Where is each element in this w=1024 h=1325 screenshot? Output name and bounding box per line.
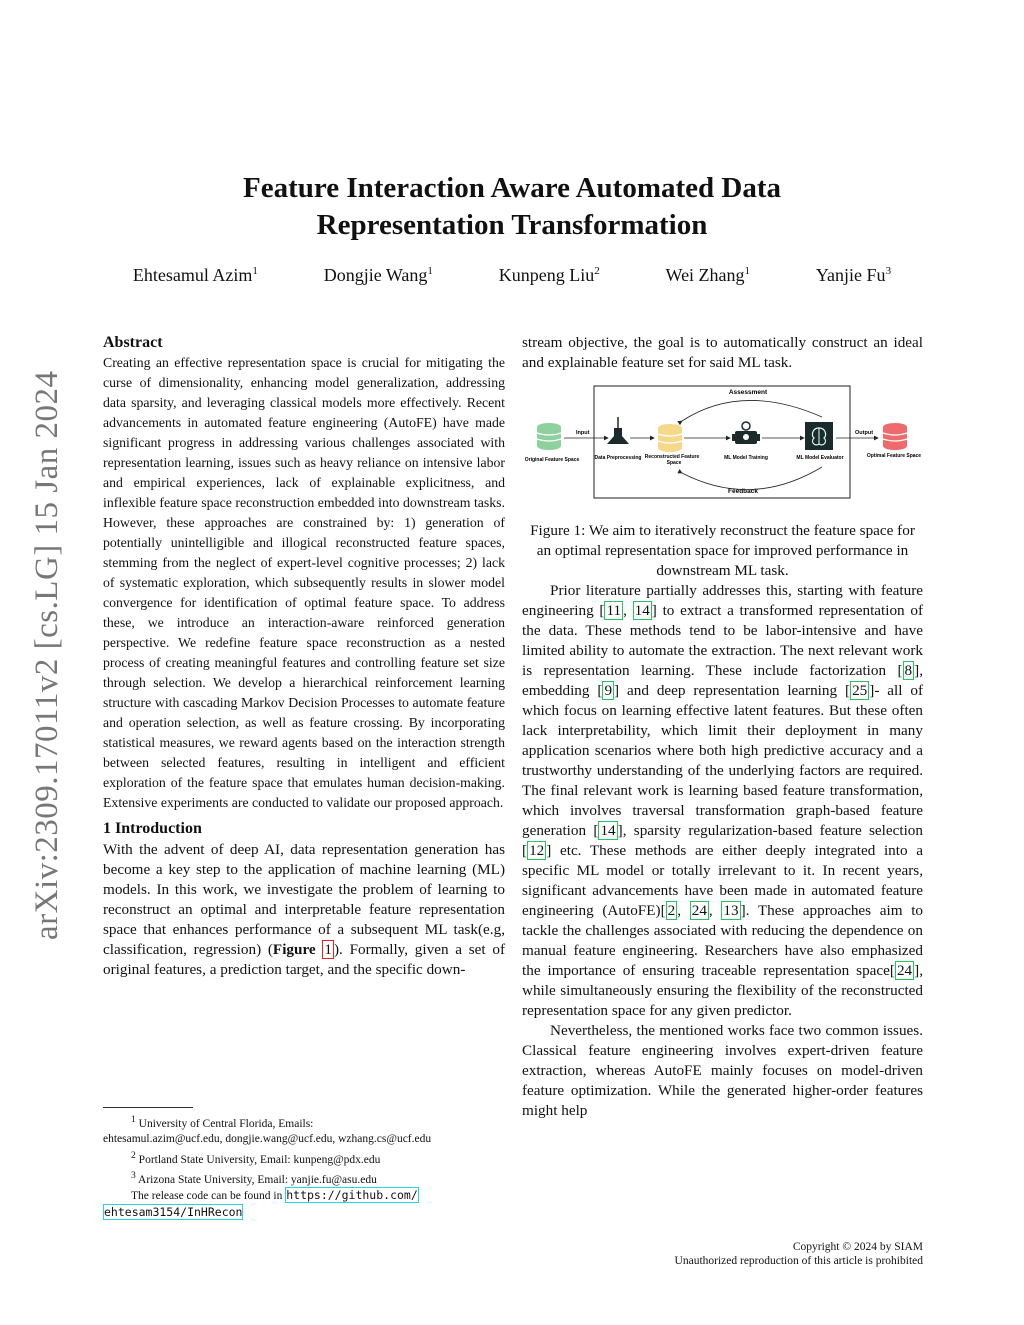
reconstructed-db-icon	[658, 424, 682, 452]
footnote-2: $^2$ Portland State University, Email: kunpeng@pdx.edu	[131, 1149, 381, 1166]
figure-1-link[interactable]: 1	[324, 941, 332, 958]
assessment-label: Assessment	[728, 389, 768, 396]
figure-1-caption: Figure 1: We aim to iteratively reconstruct the feature space for an optimal representation space for improved performance in downstream ML task.	[530, 522, 915, 579]
reconstructed-label-2: Space	[666, 460, 682, 466]
author: Kunpeng Liu$^2$	[498, 265, 600, 285]
training-icon	[732, 422, 760, 444]
funnel-icon	[607, 417, 629, 444]
copyright-notice	[675, 1240, 923, 1268]
footnotes	[103, 1107, 505, 1221]
citation-link[interactable]: 12	[529, 842, 545, 859]
citation-link[interactable]: 13	[723, 902, 739, 919]
original-db-icon	[537, 423, 561, 450]
output-label: Output	[855, 430, 874, 436]
ml-model-evaluator-label: ML Model Evaluator	[796, 455, 844, 461]
data-preprocessing-label: Data Preprocessing	[594, 455, 642, 461]
abstract-heading: Abstract	[103, 334, 163, 351]
author: Yanjie Fu$^3$	[815, 265, 892, 285]
release-code-note: The release code can be found in https://github.com/	[131, 1188, 418, 1203]
citation-link[interactable]: 11	[606, 602, 622, 619]
issues-paragraph: Nevertheless, the mentioned works face two common issues. Classical feature engineering involves expert-driven feature extraction, whereas AutoFE mainly focuses on model-driven feature optimization. While the generated higher-order features might help	[522, 1022, 923, 1119]
assessment-arrow	[682, 400, 822, 421]
related-work-paragraph: Prior literature partially addresses this, starting with feature engineering [ 11 , 14 ] to extract a transformed representation of the data. These methods tend to be labor-intensive and have limited ability to automate the extraction. The next relevant work is representation learning. These include factorization [ 8 ], embedding [ 9 ] and deep representation learning [ 25 ]- all of which focus on learning effective latent features. But these often lack interpretability, which limit their deployment in many application scenarios where both high predictive accuracy and a trustworthy understanding of the underlying factors are required. The final relevant work is learning based feature transformation, which involves traversal transformation graph-based feature generation [ 14 ], sparsity regularization-based feature selection [ 12 ] etc. These methods are either deeply integrated into a specific ML model or totally irrelevant to it. In recent years, significant advancements have been made in automated feature engineering (AutoFE)[ 2 , 24 , 13 ]. These approaches aim to tackle the challenges associated with reducing the dependence on manual feature engineering. Researchers have also emphasized the importance of ensuring traceable representation space[ 24 ], while simultaneously ensuring the flexibility of the reconstructed representation space for any given predictor.	[522, 582, 924, 1019]
paper-title	[100, 170, 924, 244]
left-column	[103, 333, 505, 980]
original-feature-space-label: Original Feature Space	[524, 457, 580, 463]
arxiv-identifier: arXiv:2309.17011v2 [cs.LG] 15 Jan 2024	[29, 370, 65, 940]
figure-1-diagram	[522, 384, 923, 502]
input-label: Input	[576, 430, 590, 436]
github-link[interactable]: https://github.com/	[286, 1188, 418, 1203]
abstract-body: Creating an effective representation space is crucial for mitigating the curse of dimensionality, enhancing model generalization, addressing data sparsity, and leveraging classical models more effectively. Recent advancements in automated feature engineering (AutoFE) have made significant progress in addressing various challenges associated with representation learning, issues such as heavy reliance on intensive labor and empirical experiences, lack of explainable explicitness, and inflexible feature space reconstruction embedded into downstream tasks. However, these approaches are constrained by: 1) generation of potentially unintelligible and illogical reconstructed feature spaces, stemming from the neglect of expert-level cognitive processes; 2) lack of systematic exploration, which subsequently results in slower model convergence for identification of optimal feature space. To address these, we introduce an interaction-aware reinforced generation perspective. We redefine feature space reconstruction as a nested process of creating meaningful features and controlling feature set size through selection. We develop a hierarchical reinforcement learning structure with cascading Markov Decision Processes to automate feature and operation selection, as well as feature crossing. By incorporating statistical measures, we reward agents based on the interaction strength between selected features, resulting in intelligent and efficient exploration of the feature space that emulates human decision-making. Extensive experiments are conducted to validate our proposed approach.	[103, 355, 505, 810]
title-line-2: Representation Transformation	[316, 209, 708, 241]
github-link-cont[interactable]: ehtesam3154/InHRecon	[104, 1204, 243, 1219]
intro-paragraph: With the advent of deep AI, data representation generation has become a key step to the application of machine learning (ML) models. In this work, we investigate the problem of learning to reconstruct an optimal and interpretable feature representation space that enhances performance of a subsequent ML task(e.g, classification, regression) (Figure 1 ). Formally, given a set of original features, a prediction target, and the specific down-	[103, 841, 505, 978]
release-code-note-cont	[103, 1205, 505, 1222]
reproduction-notice: Unauthorized reproduction of this article is prohibited	[674, 1255, 923, 1267]
reconstructed-label-1: Reconstructed Feature	[644, 454, 700, 460]
optimal-db-icon	[883, 423, 907, 450]
footnote-3: $^3$ Arizona State University, Email: yanjie.fu@asu.edu	[131, 1170, 377, 1186]
footnote-rule	[103, 1107, 193, 1108]
author-list	[100, 265, 924, 286]
citation-link[interactable]: 14	[600, 822, 616, 839]
author: Ehtesamul Azim$^1$	[132, 265, 258, 285]
intro-paragraph-continued: stream objective, the goal is to automatically construct an ideal and explainable feature set for said ML task.	[522, 334, 923, 371]
copyright-line: Copyright © 2024 by SIAM	[792, 1241, 923, 1253]
section-heading-introduction: 1 Introduction	[103, 820, 202, 837]
optimal-feature-space-label: Optimal Feature Space	[866, 453, 922, 459]
citation-link[interactable]: 8	[904, 662, 913, 679]
ml-model-training-label: ML Model Training	[724, 455, 768, 461]
citation-link[interactable]: 24	[691, 902, 707, 919]
right-column-lower	[522, 521, 923, 1121]
feedback-label: Feedback	[728, 488, 758, 495]
footnote-1-emails: ehtesamul.azim@ucf.edu, dongjie.wang@ucf.edu, wzhang.cs@ucf.edu	[103, 1133, 432, 1146]
citation-link[interactable]: 9	[604, 682, 613, 699]
feedback-arrow	[682, 467, 822, 490]
citation-link[interactable]: 14	[634, 602, 650, 619]
citation-link[interactable]: 25	[852, 682, 868, 699]
evaluator-brain-icon	[805, 422, 833, 450]
citation-link[interactable]: 24	[896, 962, 913, 979]
right-column	[522, 333, 923, 373]
footnote-1: $^1$ University of Central Florida, Emails:	[131, 1114, 314, 1130]
title-line-1: Feature Interaction Aware Automated Data	[242, 172, 781, 204]
author: Dongjie Wang$^1$	[323, 265, 433, 285]
author: Wei Zhang$^1$	[665, 265, 751, 285]
citation-link[interactable]: 2	[667, 902, 676, 919]
